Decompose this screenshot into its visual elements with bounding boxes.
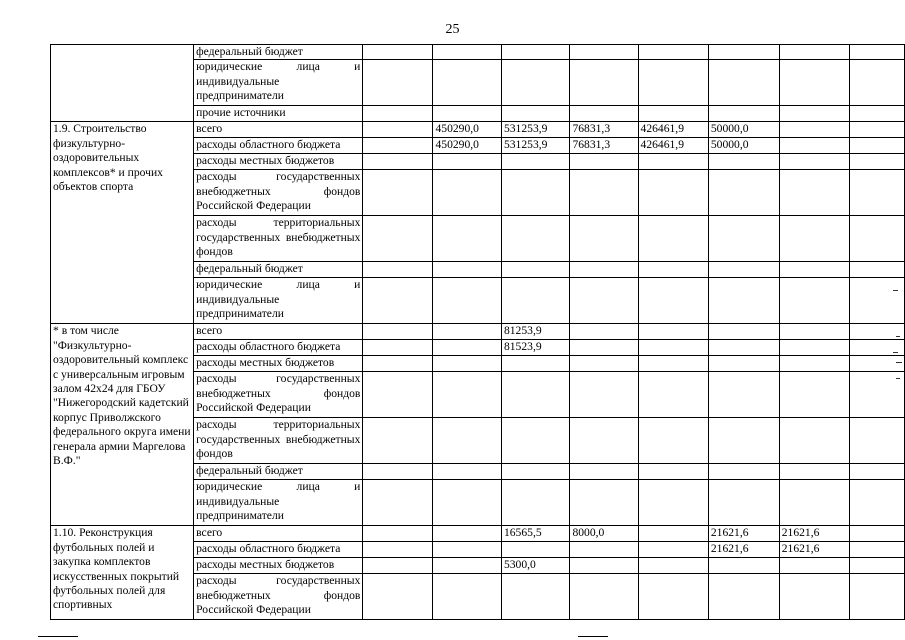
value-cell xyxy=(849,154,904,170)
value-cell xyxy=(433,340,501,356)
value-cell xyxy=(501,464,569,480)
value-cell xyxy=(501,106,569,122)
section-label-cont xyxy=(51,45,194,122)
value-cell xyxy=(363,480,433,526)
value-cell xyxy=(708,372,779,418)
value-cell: 76831,3 xyxy=(570,138,638,154)
value-cell xyxy=(570,372,638,418)
value-cell xyxy=(570,60,638,106)
table-row xyxy=(51,526,905,542)
value-cell xyxy=(570,464,638,480)
value-cell xyxy=(363,558,433,574)
value-cell xyxy=(779,138,849,154)
value-cell xyxy=(708,464,779,480)
value-cell xyxy=(708,45,779,60)
value-cell xyxy=(433,418,501,464)
value-cell xyxy=(433,480,501,526)
value-cell xyxy=(638,278,708,324)
value-cell: 21621,6 xyxy=(779,526,849,542)
value-cell xyxy=(708,480,779,526)
value-cell xyxy=(638,324,708,340)
value-cell xyxy=(501,154,569,170)
value-cell: 76831,3 xyxy=(570,122,638,138)
value-cell xyxy=(433,262,501,278)
value-cell xyxy=(638,372,708,418)
value-cell xyxy=(779,574,849,620)
value-cell xyxy=(708,324,779,340)
value-cell xyxy=(501,278,569,324)
value-cell xyxy=(501,542,569,558)
value-cell xyxy=(433,278,501,324)
value-cell xyxy=(708,278,779,324)
value-cell xyxy=(570,418,638,464)
value-cell xyxy=(363,340,433,356)
value-cell xyxy=(849,262,904,278)
value-cell xyxy=(363,526,433,542)
value-cell xyxy=(433,60,501,106)
funding-source-cell: расходы областного бюджета xyxy=(194,542,363,558)
value-cell xyxy=(433,216,501,262)
funding-source-cell: федеральный бюджет xyxy=(194,262,363,278)
value-cell xyxy=(433,464,501,480)
section-label-s110: 1.10. Реконструкция футбольных полей и закупка комплектов искусственных покрытий футбольных полей для спортивных xyxy=(51,526,194,620)
value-cell xyxy=(363,138,433,154)
funding-source-cell: всего xyxy=(194,324,363,340)
table-row xyxy=(51,324,905,340)
value-cell xyxy=(638,60,708,106)
value-cell xyxy=(363,45,433,60)
value-cell xyxy=(779,170,849,216)
section-label-incl: * в том числе "Физкультурно-оздоровительный комплекс с универсальным игровым залом 42x24 для ГБОУ "Нижегородский кадетский корпус Приволжского федерального округа имени генерала армии Маргелова В.Ф." xyxy=(51,324,194,526)
funding-source-cell: федеральный бюджет xyxy=(194,464,363,480)
value-cell xyxy=(363,122,433,138)
value-cell xyxy=(570,106,638,122)
value-cell: 50000,0 xyxy=(708,138,779,154)
value-cell xyxy=(570,278,638,324)
value-cell xyxy=(433,324,501,340)
value-cell xyxy=(638,170,708,216)
value-cell xyxy=(638,480,708,526)
value-cell xyxy=(779,45,849,60)
value-cell: 81523,9 xyxy=(501,340,569,356)
funding-source-cell: расходы областного бюджета xyxy=(194,340,363,356)
value-cell xyxy=(849,278,904,324)
value-cell xyxy=(708,262,779,278)
page-number: 25 xyxy=(445,22,460,37)
value-cell xyxy=(363,216,433,262)
value-cell xyxy=(638,418,708,464)
funding-source-cell: расходы местных бюджетов xyxy=(194,154,363,170)
value-cell xyxy=(363,542,433,558)
value-cell xyxy=(363,60,433,106)
value-cell xyxy=(638,526,708,542)
value-cell xyxy=(849,216,904,262)
value-cell xyxy=(638,558,708,574)
value-cell xyxy=(708,574,779,620)
funding-source-cell: юридические лица и индивидуальные предприниматели xyxy=(194,480,363,526)
table-row xyxy=(51,122,905,138)
value-cell: 21621,6 xyxy=(779,542,849,558)
value-cell xyxy=(501,480,569,526)
value-cell xyxy=(849,526,904,542)
funding-source-cell: всего xyxy=(194,122,363,138)
value-cell xyxy=(433,45,501,60)
funding-source-cell: юридические лица и индивидуальные предприниматели xyxy=(194,60,363,106)
value-cell xyxy=(638,340,708,356)
value-cell xyxy=(708,154,779,170)
value-cell xyxy=(433,170,501,216)
value-cell xyxy=(849,170,904,216)
value-cell xyxy=(779,106,849,122)
value-cell xyxy=(570,216,638,262)
value-cell xyxy=(779,372,849,418)
value-cell xyxy=(849,480,904,526)
value-cell xyxy=(708,418,779,464)
funding-source-cell: всего xyxy=(194,526,363,542)
value-cell xyxy=(779,216,849,262)
value-cell xyxy=(849,418,904,464)
value-cell xyxy=(638,574,708,620)
value-cell xyxy=(433,574,501,620)
value-cell xyxy=(570,542,638,558)
value-cell xyxy=(779,122,849,138)
value-cell xyxy=(779,324,849,340)
value-cell xyxy=(638,154,708,170)
value-cell xyxy=(779,278,849,324)
value-cell xyxy=(570,574,638,620)
value-cell xyxy=(708,356,779,372)
value-cell xyxy=(501,60,569,106)
value-cell xyxy=(363,574,433,620)
value-cell xyxy=(708,558,779,574)
value-cell xyxy=(708,340,779,356)
value-cell xyxy=(570,340,638,356)
value-cell xyxy=(849,542,904,558)
value-cell xyxy=(638,542,708,558)
funding-source-cell: расходы территориальных государственных внебюджетных фондов xyxy=(194,418,363,464)
value-cell xyxy=(501,372,569,418)
value-cell: 81253,9 xyxy=(501,324,569,340)
value-cell xyxy=(708,170,779,216)
value-cell xyxy=(433,558,501,574)
value-cell xyxy=(849,340,904,356)
value-cell xyxy=(363,372,433,418)
value-cell: 426461,9 xyxy=(638,122,708,138)
value-cell xyxy=(779,60,849,106)
value-cell xyxy=(433,542,501,558)
value-cell: 426461,9 xyxy=(638,138,708,154)
value-cell xyxy=(433,372,501,418)
table-row xyxy=(51,45,905,60)
value-cell xyxy=(570,170,638,216)
value-cell xyxy=(779,558,849,574)
value-cell xyxy=(638,464,708,480)
value-cell: 5300,0 xyxy=(501,558,569,574)
value-cell xyxy=(363,262,433,278)
funding-source-cell: прочие источники xyxy=(194,106,363,122)
value-cell xyxy=(849,45,904,60)
value-cell: 450290,0 xyxy=(433,138,501,154)
value-cell xyxy=(849,356,904,372)
value-cell xyxy=(779,464,849,480)
value-cell xyxy=(570,558,638,574)
value-cell xyxy=(570,356,638,372)
value-cell xyxy=(779,418,849,464)
value-cell: 50000,0 xyxy=(708,122,779,138)
value-cell xyxy=(570,324,638,340)
value-cell xyxy=(849,464,904,480)
funding-source-cell: расходы местных бюджетов xyxy=(194,356,363,372)
value-cell xyxy=(363,154,433,170)
value-cell xyxy=(363,170,433,216)
value-cell xyxy=(849,60,904,106)
value-cell xyxy=(638,45,708,60)
value-cell xyxy=(433,526,501,542)
value-cell xyxy=(708,216,779,262)
funding-source-cell: расходы государственных внебюджетных фондов Российской Федерации xyxy=(194,170,363,216)
value-cell xyxy=(849,138,904,154)
value-cell: 21621,6 xyxy=(708,542,779,558)
value-cell xyxy=(433,154,501,170)
value-cell xyxy=(708,60,779,106)
value-cell xyxy=(638,262,708,278)
value-cell xyxy=(501,418,569,464)
value-cell xyxy=(638,216,708,262)
value-cell: 21621,6 xyxy=(708,526,779,542)
funding-source-cell: юридические лица и индивидуальные предприниматели xyxy=(194,278,363,324)
value-cell xyxy=(849,324,904,340)
value-cell xyxy=(363,278,433,324)
section-label-s19: 1.9. Строительство физкультурно-оздоровительных комплексов* и прочих объектов спорта xyxy=(51,122,194,324)
funding-source-cell: расходы государственных внебюджетных фондов Российской Федерации xyxy=(194,574,363,620)
value-cell xyxy=(363,464,433,480)
value-cell: 8000,0 xyxy=(570,526,638,542)
funding-source-cell: расходы местных бюджетов xyxy=(194,558,363,574)
value-cell xyxy=(501,262,569,278)
value-cell: 450290,0 xyxy=(433,122,501,138)
funding-source-cell: федеральный бюджет xyxy=(194,45,363,60)
value-cell xyxy=(363,418,433,464)
value-cell xyxy=(849,558,904,574)
value-cell xyxy=(501,45,569,60)
value-cell xyxy=(363,356,433,372)
value-cell xyxy=(501,170,569,216)
value-cell xyxy=(779,262,849,278)
funding-source-cell: расходы областного бюджета xyxy=(194,138,363,154)
value-cell xyxy=(570,45,638,60)
value-cell: 531253,9 xyxy=(501,122,569,138)
value-cell xyxy=(638,356,708,372)
funding-source-cell: расходы территориальных государственных внебюджетных фондов xyxy=(194,216,363,262)
value-cell xyxy=(570,262,638,278)
value-cell xyxy=(363,324,433,340)
value-cell xyxy=(849,574,904,620)
value-cell: 16565,5 xyxy=(501,526,569,542)
value-cell xyxy=(849,106,904,122)
funding-source-cell: расходы государственных внебюджетных фондов Российской Федерации xyxy=(194,372,363,418)
value-cell xyxy=(849,122,904,138)
value-cell xyxy=(779,340,849,356)
value-cell xyxy=(638,106,708,122)
value-cell xyxy=(779,480,849,526)
value-cell xyxy=(501,356,569,372)
budget-table xyxy=(50,44,905,620)
value-cell: 531253,9 xyxy=(501,138,569,154)
value-cell xyxy=(501,574,569,620)
value-cell xyxy=(433,356,501,372)
value-cell xyxy=(570,154,638,170)
value-cell xyxy=(708,106,779,122)
value-cell xyxy=(363,106,433,122)
value-cell xyxy=(779,356,849,372)
value-cell xyxy=(501,216,569,262)
value-cell xyxy=(433,106,501,122)
value-cell xyxy=(779,154,849,170)
value-cell xyxy=(570,480,638,526)
